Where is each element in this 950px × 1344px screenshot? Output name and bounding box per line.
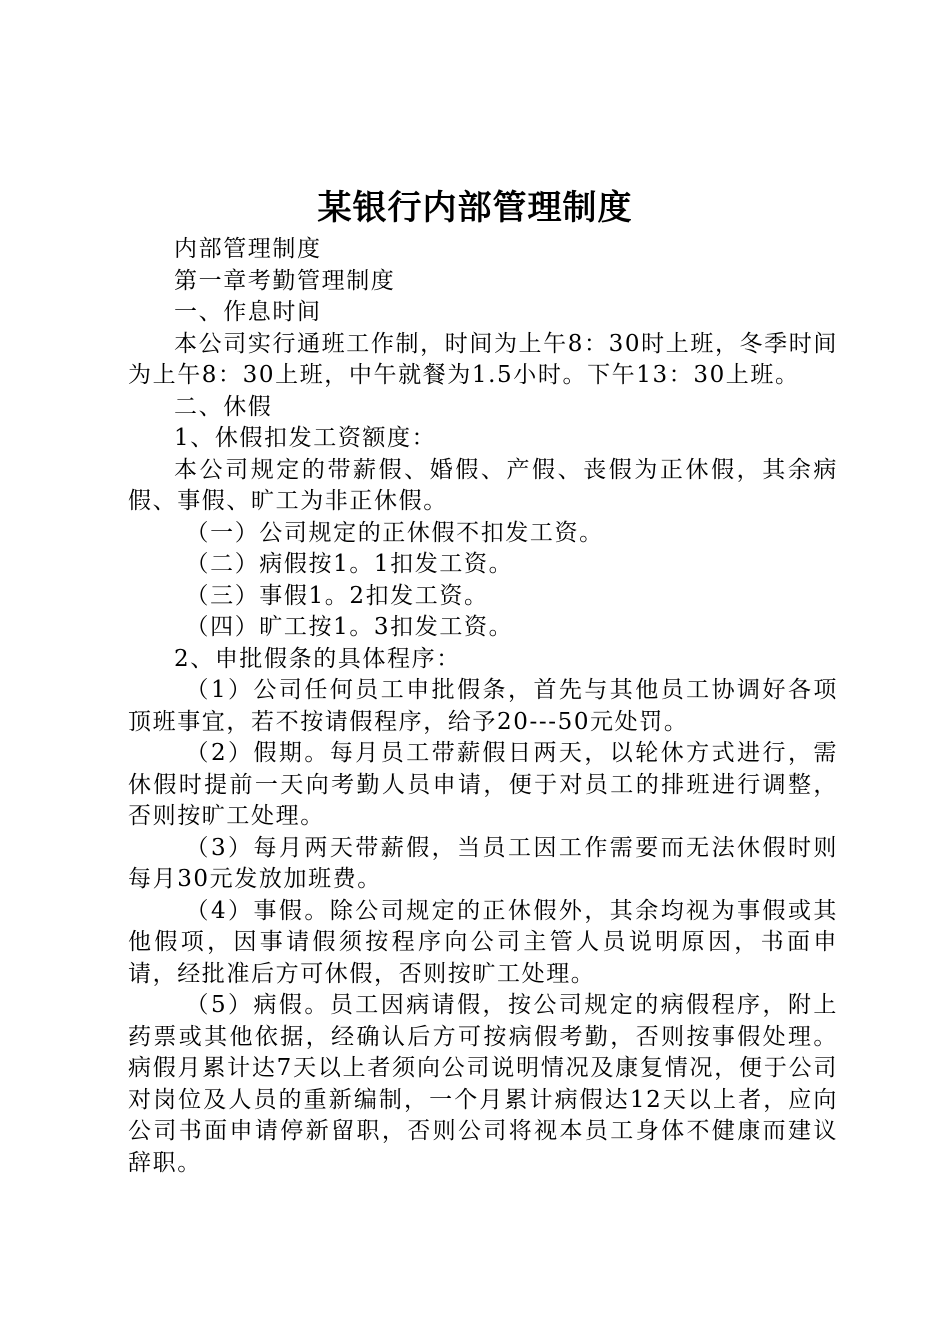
paragraph: （3）每月两天带薪假，当员工因工作需要而无法休假时则每月30元发放加班费。: [128, 834, 838, 892]
paragraph: （1）公司任何员工申批假条，首先与其他员工协调好各项顶班事宜，若不按请假程序，给予20---50元处罚。: [128, 677, 838, 735]
paragraph: 本公司实行通班工作制，时间为上午8：30时上班，冬季时间为上午8：30上班，中午就餐为1.5小时。下午13：30上班。: [128, 330, 838, 388]
paragraph: （一）公司规定的正休假不扣发工资。: [185, 519, 604, 546]
paragraph: 二、休假: [174, 393, 273, 420]
paragraph: 2、申批假条的具体程序：: [174, 645, 461, 672]
paragraph: （5）病假。员工因病请假，按公司规定的病假程序，附上药票或其他依据，经确认后方可按病假考勤，否则按事假处理。病假月累计达7天以上者须向公司说明情况及康复情况，便于公司对岗位及人员的重新编制，一个月累计病假达12天以上者，应向公司书面申请停新留职，否则公司将视本员工身体不健康而建议辞职。: [128, 992, 838, 1176]
paragraph: （四）旷工按1。3扣发工资。: [185, 614, 514, 640]
paragraph: 本公司规定的带薪假、婚假、产假、丧假为正休假，其余病假、事假、旷工为非正休假。: [128, 456, 838, 514]
document-body: [128, 234, 838, 1179]
paragraph: 一、作息时间: [174, 299, 322, 325]
paragraph: （三）事假1。2扣发工资。: [185, 582, 489, 609]
paragraph: 第一章考勤管理制度: [174, 267, 396, 294]
document-title: 某银行内部管理制度: [317, 188, 633, 228]
paragraph: 内部管理制度: [174, 236, 322, 262]
paragraph: 1、休假扣发工资额度：: [174, 425, 437, 451]
paragraph: （二）病假按1。1扣发工资。: [185, 551, 514, 577]
paragraph: （2）假期。每月员工带薪假日两天，以轮休方式进行，需休假时提前一天向考勤人员申请，便于对员工的排班进行调整，否则按旷工处理。: [128, 740, 838, 829]
paragraph: （4）事假。除公司规定的正休假外，其余均视为事假或其他假项，因事请假须按程序向公司主管人员说明原因，书面申请，经批准后方可休假，否则按旷工处理。: [128, 897, 838, 987]
